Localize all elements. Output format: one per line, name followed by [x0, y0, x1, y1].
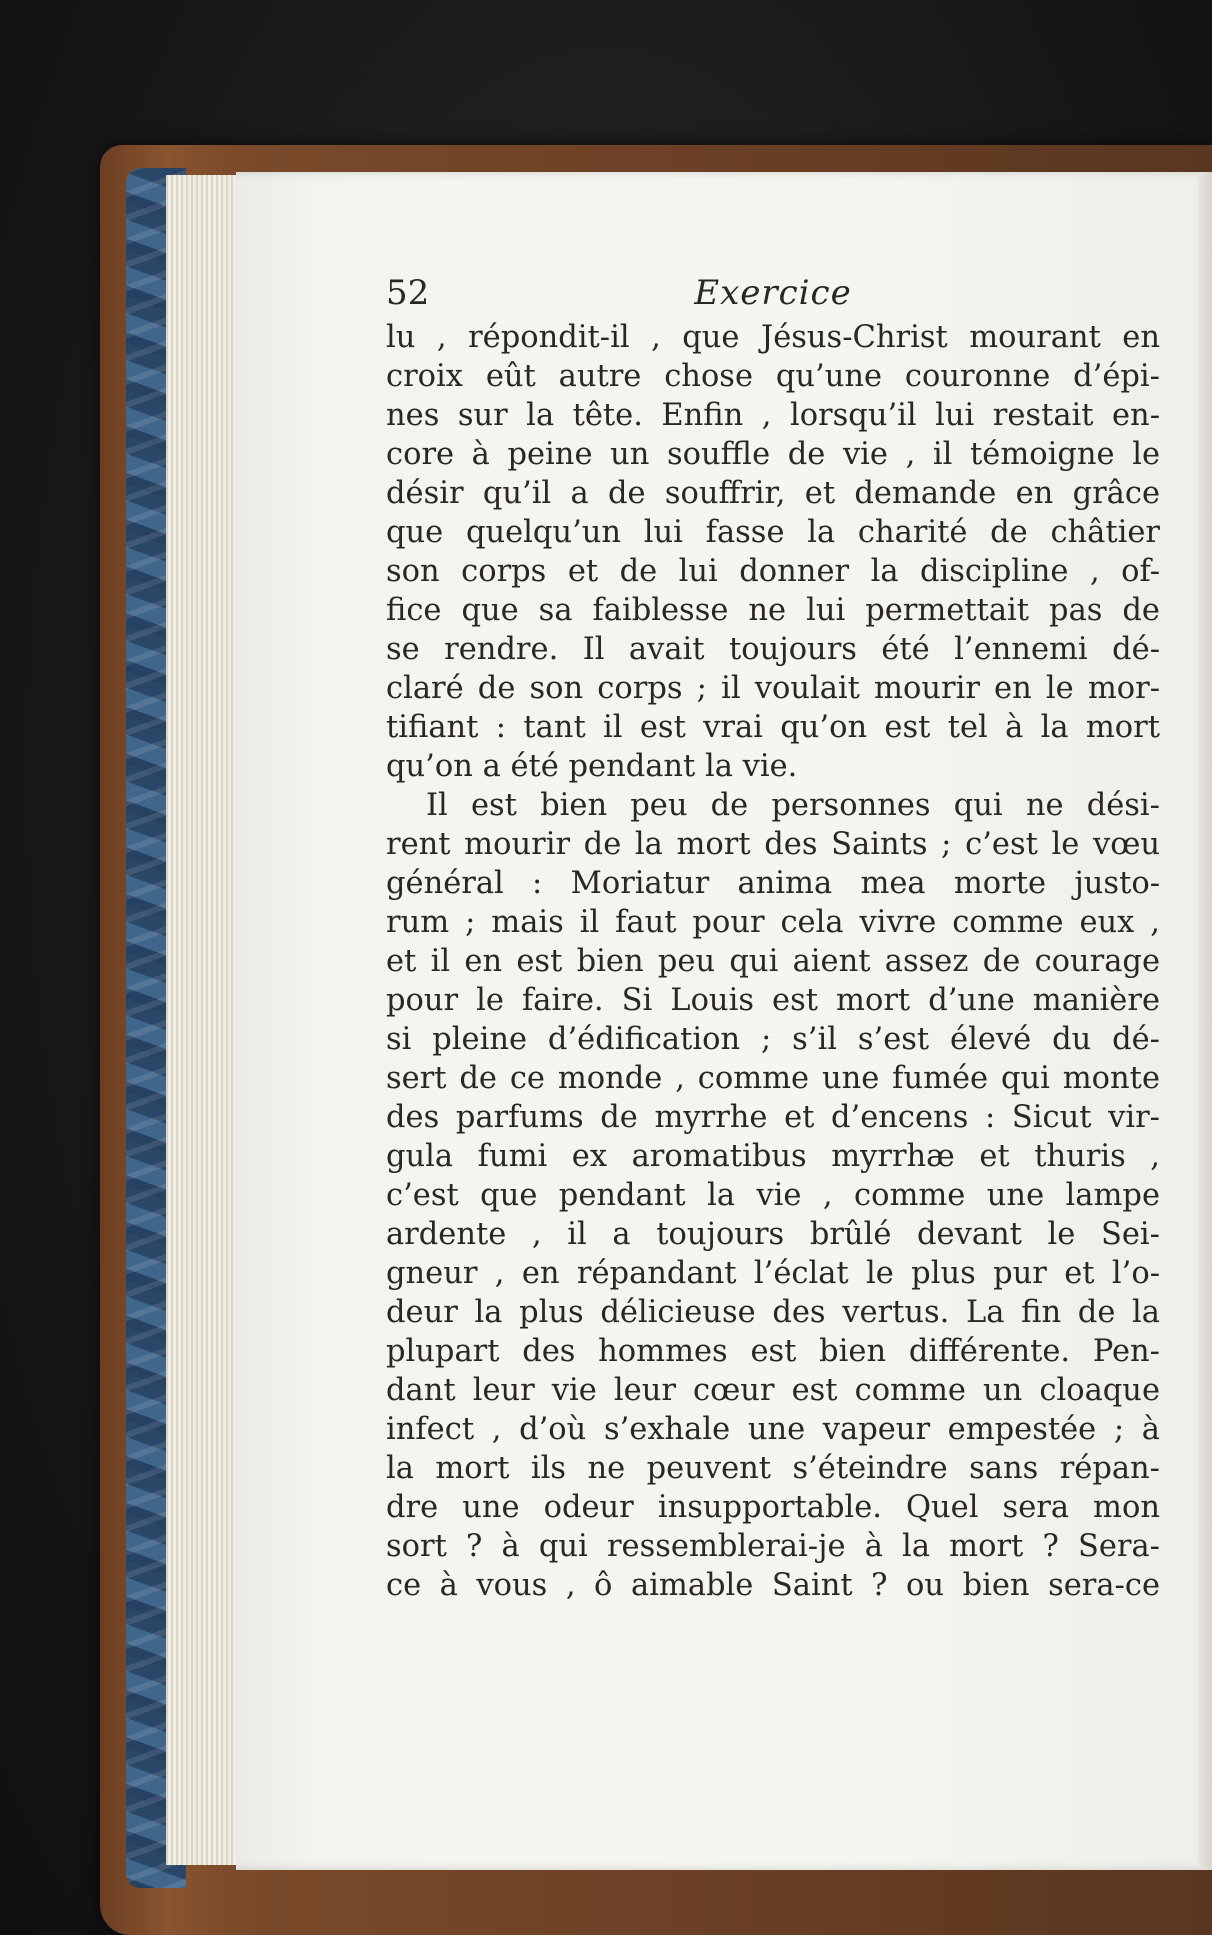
text-line: ce à vous , ô aimable Saint ? ou bien sera-ce — [386, 1568, 1160, 1603]
text-line: c’est que pendant la vie , comme une lampe — [386, 1178, 1160, 1213]
text-line: sort ? à qui ressemblerai-je à la mort ? Sera- — [386, 1529, 1160, 1564]
text-line: croix eût autre chose qu’une couronne d’épi- — [386, 359, 1160, 394]
text-line: pour le faire. Si Louis est mort d’une manière — [386, 983, 1160, 1018]
page-number: 52 — [386, 273, 430, 313]
text-line: dant leur vie leur cœur est comme un cloaque — [386, 1373, 1160, 1408]
running-head: Exercice — [694, 273, 852, 313]
text-line: tifiant : tant il est vrai qu’on est tel à la mort — [386, 710, 1160, 745]
text-line: son corps et de lui donner la discipline , of- — [386, 554, 1160, 589]
page-edge-right — [1198, 172, 1212, 1870]
text-line: lu , répondit-il , que Jésus-Christ mourant en — [386, 320, 1160, 355]
text-line: gula fumi ex aromatibus myrrhæ et thuris , — [386, 1139, 1160, 1174]
text-line: Il est bien peu de personnes qui ne dési- — [426, 788, 1160, 823]
text-line: rum ; mais il faut pour cela vivre comme eux , — [386, 905, 1160, 940]
text-line: core à peine un souffle de vie , il témoigne le — [386, 437, 1160, 472]
text-line: dre une odeur insupportable. Quel sera mon — [386, 1490, 1160, 1525]
body-text — [386, 318, 1160, 1605]
text-line: infect , d’où s’exhale une vapeur empestée ; à — [386, 1412, 1160, 1447]
text-line: fice que sa faiblesse ne lui permettait pas de — [386, 593, 1160, 628]
text-line: gneur , en répandant l’éclat le plus pur et l’o- — [386, 1256, 1160, 1291]
text-line: deur la plus délicieuse des vertus. La fin de la — [386, 1295, 1160, 1330]
text-line: se rendre. Il avait toujours été l’ennemi dé- — [386, 632, 1160, 667]
text-line: des parfums de myrrhe et d’encens : Sicut vir- — [386, 1100, 1160, 1135]
text-block — [386, 268, 1160, 1605]
text-line: désir qu’il a de souffrir, et demande en grâce — [386, 476, 1160, 511]
text-line: rent mourir de la mort des Saints ; c’est le vœu — [386, 827, 1160, 862]
text-line: et il en est bien peu qui aient assez de courage — [386, 944, 1160, 979]
text-line: nes sur la tête. Enfin , lorsqu’il lui restait en- — [386, 398, 1160, 433]
text-line: que quelqu’un lui fasse la charité de châtier — [386, 515, 1160, 550]
text-line: général : Moriatur anima mea morte justo- — [386, 866, 1160, 901]
text-line: sert de ce monde , comme une fumée qui monte — [386, 1061, 1160, 1096]
text-line: ardente , il a toujours brûlé devant le Sei- — [386, 1217, 1160, 1252]
page-header — [386, 268, 1160, 318]
text-line: claré de son corps ; il voulait mourir en le mor- — [386, 671, 1160, 706]
text-line: plupart des hommes est bien différente. Pen- — [386, 1334, 1160, 1369]
text-line: la mort ils ne peuvent s’éteindre sans répan- — [386, 1451, 1160, 1486]
text-line: qu’on a été pendant la vie. — [386, 749, 798, 784]
text-line: si pleine d’édification ; s’il s’est élevé du dé- — [386, 1022, 1160, 1057]
